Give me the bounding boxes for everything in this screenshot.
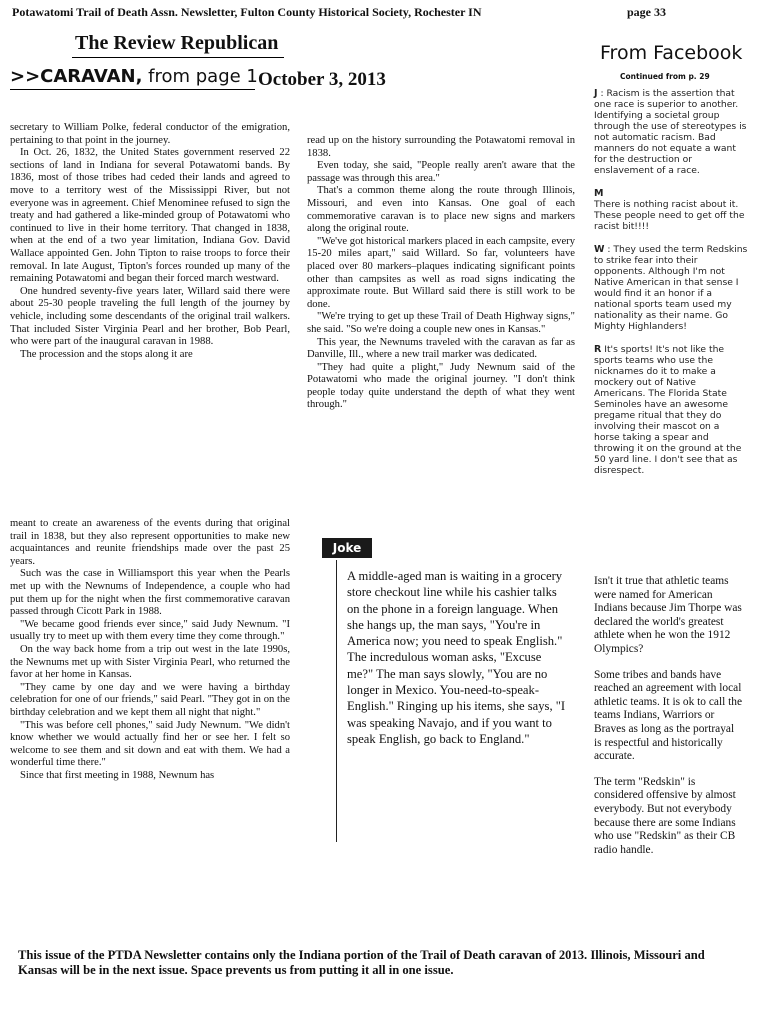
comment <box>594 344 748 476</box>
paragraph: That's a common theme along the route through Illinois, Missouri, and even into Kansas. One goal of each commemorative caravan is to place new signs and markers along the original route. <box>307 185 575 235</box>
caravan-continuation <box>10 66 258 87</box>
paragraph: This year, the Newnums traveled with the caravan as far as Danville, Ill., where a new trail marker was dedicated. <box>307 336 575 361</box>
article-column-3 <box>10 518 290 782</box>
paragraph: Even today, she said, "People really aren't aware that the passage was through this area." <box>307 160 575 184</box>
joke-label: Joke <box>322 538 372 558</box>
paragraph: In Oct. 26, 1832, the United States government reserved 22 sections of land in Indiana for several Potawatomi bands. By 1836, most of those tribes had ceded their lands and agreed to move to a territory west of the Mississippi River, but not everyone was in agreement. Chief Menominee refused to sign the treaty and had gathered a like-minded group of Potawatomi who continued to live in their home territory. That changed in 1838, when at the end of a two year limitation, Indiana Gov. David Wallace appointed Gen. John Tipton to raise troops to force their removal. In late August, Tipton's forces rounded up many of the remaining Potawatomi and began their forced march westward. <box>10 147 290 285</box>
facebook-notes <box>594 575 744 869</box>
article-column-1 <box>10 122 290 361</box>
comment-text: It's sports! It's not like the sports teams who use the nicknames do it to make a mockery out of Native Americans. The Florida State Seminoles have an awesome pregame ritual that they do involving their mascot on a horse taking a spear and throwing it on the ground at the 50 yard line. I don't see that as disrespect. <box>594 344 742 476</box>
note: Isn't it true that athletic teams were named for American Indians because Jim Thorpe was declared the world's greatest athlete when he won the 1912 Olympics? <box>594 575 742 655</box>
caravan-prefix: >>CARAVAN, <box>10 66 143 87</box>
paper-name: The Review Republican <box>75 32 279 54</box>
newsletter-header: Potawatomi Trail of Death Assn. Newsletter, Fulton County Historical Society, Rochester IN <box>12 5 482 19</box>
commenter-name: M <box>594 188 604 199</box>
joke-box <box>336 560 567 842</box>
paragraph: The procession and the stops along it are <box>20 348 193 360</box>
paragraph: One hundred seventy-five years later, Willard said there were about 25-30 people traveling the full length of the journey by vehicle, including some descendants of the original trail walkers. That included Sister Virginia Pearl and her brother, Bob Pearl, who were part of the inaugural caravan in 1988. <box>10 285 290 348</box>
facebook-title: From Facebook <box>600 42 743 64</box>
page-number: page 33 <box>627 5 666 19</box>
facebook-comments <box>594 88 748 488</box>
paragraph: secretary to William Polke, federal conductor of the emigration, pertaining to that point in the journey. <box>10 122 290 146</box>
paragraph: meant to create an awareness of the events during that original trail in 1838, but they also represent opportunities to make new acquaintances and reunite friendships made over the past 25 years. <box>10 518 290 567</box>
paragraph: "This was before cell phones," said Judy Newnum. "We didn't know whether we would actually find her or see her. I felt so welcome to see them and sit down and eat with them. We had a wonderful time there." <box>10 719 290 769</box>
comment <box>594 244 748 332</box>
paragraph: "We've got historical markers placed in each campsite, every 15-20 miles apart," said Willard. So far, volunteers have placed over 80 markers–plaques indicating significant points other than campsites as well as road signs indicating the approximate route. But Willard said there is still work to be done. <box>307 235 575 310</box>
paragraph: "They came by one day and we were having a birthday celebration for one of our friends," said Pearl. "They got in on the birthday celebration and we kept them all night that night." <box>10 681 290 718</box>
comment-text: : Racism is the assertion that one race is superior to another. Identifying a societal group through the use of stereotypes is not automatic racism. Bad manners do not equate a want for the destruction or enslavement of a race. <box>594 88 747 176</box>
paragraph: Since that first meeting in 1988, Newnum has <box>20 769 215 781</box>
paragraph: On the way back home from a trip out west in the late 1990s, the Newnums met up with Sister Virginia Pearl, who returned the favor at her home in Kansas. <box>10 643 290 681</box>
note: Some tribes and bands have reached an agreement with local athletic teams. It is ok to call the teams Indians, Warriors or Braves as long as the portrayal is respectful and historically accurate. <box>594 668 743 763</box>
article-column-2 <box>307 135 575 412</box>
paper-name-rule <box>72 57 284 58</box>
caravan-rule <box>10 89 255 90</box>
issue-footer-note: This issue of the PTDA Newsletter contains only the Indiana portion of the Trail of Death caravan of 2013. Illinois, Missouri and Kansas will be in the next issue. Space prevents us from putting it all in one issue. <box>18 948 705 977</box>
caravan-suffix: from page 1 <box>142 66 258 87</box>
facebook-continued: Continued from p. 29 <box>620 72 710 81</box>
paragraph: "We're trying to get up these Trail of Death Highway signs," she said. "So we're doing a couple new ones in Kansas." <box>307 311 575 335</box>
comment <box>594 188 748 232</box>
commenter-name: J <box>594 88 598 99</box>
comment <box>594 88 748 176</box>
comment-text: There is nothing racist about it. These people need to get off the racist bit!!!! <box>594 199 745 232</box>
joke-text: A middle-aged man is waiting in a grocery store checkout line while his cashier talks on the phone in a foreign language. When she hangs up, the man says, "You're in America now; you need to speak English." The incredulous woman asks, "Excuse me?" The man says slowly, "You are no longer in Mexico. You-need-to-speak-English." Ringing up his items, she says, "I was speaking Navajo, and if you want to speak English, go back to England." <box>347 569 566 746</box>
commenter-name: R <box>594 344 602 355</box>
commenter-name: W <box>594 244 605 255</box>
note: The term "Redskin" is considered offensive by almost everybody. But not everybody because there are some Indians who use "Redskin" as their CB radio handle. <box>594 775 736 856</box>
paragraph: read up on the history surrounding the Potawatomi removal in 1838. <box>307 135 575 159</box>
paragraph: "We became good friends ever since," said Judy Newnum. "I usually try to meet up with them every time they come through." <box>10 618 290 643</box>
paragraph: Such was the case in Williamsport this year when the Pearls met up with the Newnums of Independence, a couple who had put them up for the night when the first commemorative caravan passed through Cicott Park in 1988. <box>10 568 290 618</box>
article-date: October 3, 2013 <box>258 69 386 90</box>
comment-text: : They used the term Redskins to strike fear into their opponents. Although I'm not Native American in that sense I would find it an honor if a national sports team used my nationality as their name. Go Mighty Highlanders! <box>594 244 748 332</box>
paragraph: "They had quite a plight," Judy Newnum said of the Potawatomi who made the original journey. "I don't think people today quite understand the depth of what they went through." <box>307 361 575 411</box>
